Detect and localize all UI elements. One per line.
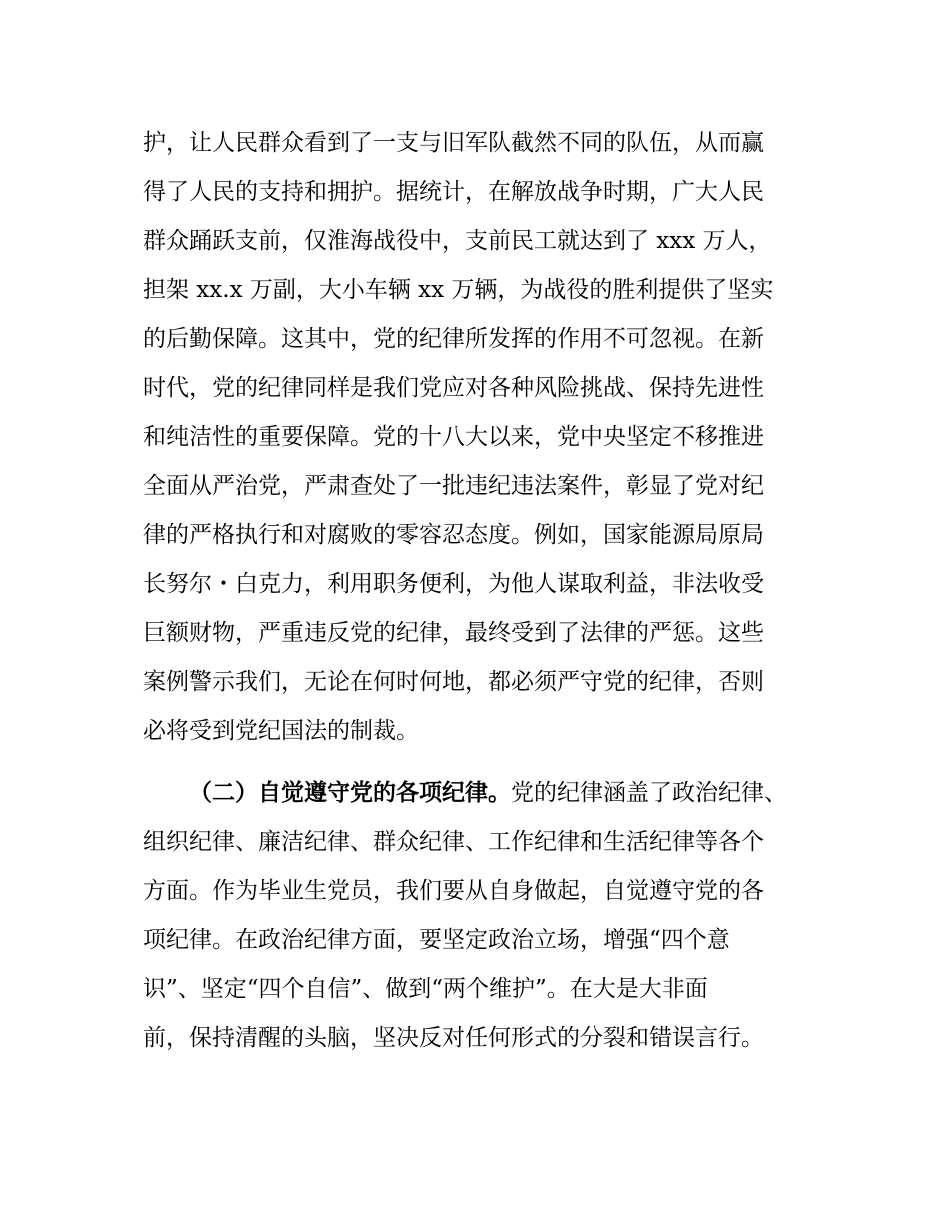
paragraph-2-line: 项纪律。在政治纪律方面，要坚定政治立场，增强“四个意 — [143, 927, 730, 953]
paragraph-1-line: 案例警示我们，无论在何时何地，都必须严守党的纪律，否则 — [143, 669, 764, 695]
paragraph-1-line: 时代，党的纪律同样是我们党应对各种风险挑战、保持先进性 — [143, 375, 764, 401]
section-heading: （二）自觉遵守党的各项纪律。 — [189, 779, 511, 806]
paragraph-1-line: 长努尔・白克力，利用职务便利，为他人谋取利益，非法收受 — [143, 571, 764, 597]
paragraph-1-line: 和纯洁性的重要保障。党的十八大以来，党中央坚定不移推进 — [143, 424, 764, 450]
paragraph-2-line: 方面。作为毕业生党员，我们要从自身做起，自觉遵守党的各 — [143, 878, 764, 904]
paragraph-1-line: 巨额财物，严重违反党的纪律，最终受到了法律的严惩。这些 — [143, 620, 764, 646]
paragraph-1-line: 律的严格执行和对腐败的零容忍态度。例如，国家能源局原局 — [143, 522, 764, 548]
paragraph-1-line: 担架 xx.x 万副，大小车辆 xx 万辆，为战役的胜利提供了坚实 — [143, 277, 774, 303]
paragraph-2-line: 前，保持清醒的头脑，坚决反对任何形式的分裂和错误言行。 — [143, 1025, 764, 1051]
paragraph-1-line: 群众踊跃支前，仅淮海战役中，支前民工就达到了 xxx 万人， — [143, 228, 772, 254]
paragraph-2-line: 组织纪律、廉洁纪律、群众纪律、工作纪律和生活纪律等各个 — [143, 829, 764, 855]
paragraph-1-line: 的后勤保障。这其中，党的纪律所发挥的作用不可忽视。在新 — [143, 326, 764, 352]
paragraph-1-line: 全面从严治党，严肃查处了一批违纪违法案件，彰显了党对纪 — [143, 473, 764, 499]
section-heading-continuation: 党的纪律涵盖了政治纪律、 — [511, 780, 787, 806]
paragraph-2-line: 识”、坚定“四个自信”、做到“两个维护”。在大是大非面 — [143, 976, 708, 1002]
paragraph-1-line: 得了人民的支持和拥护。据统计，在解放战争时期，广大人民 — [143, 179, 764, 205]
paragraph-2-first-line — [189, 778, 787, 808]
paragraph-1-line: 必将受到党纪国法的制裁。 — [143, 718, 419, 744]
paragraph-1-line: 护，让人民群众看到了一支与旧军队截然不同的队伍，从而赢 — [143, 130, 764, 156]
